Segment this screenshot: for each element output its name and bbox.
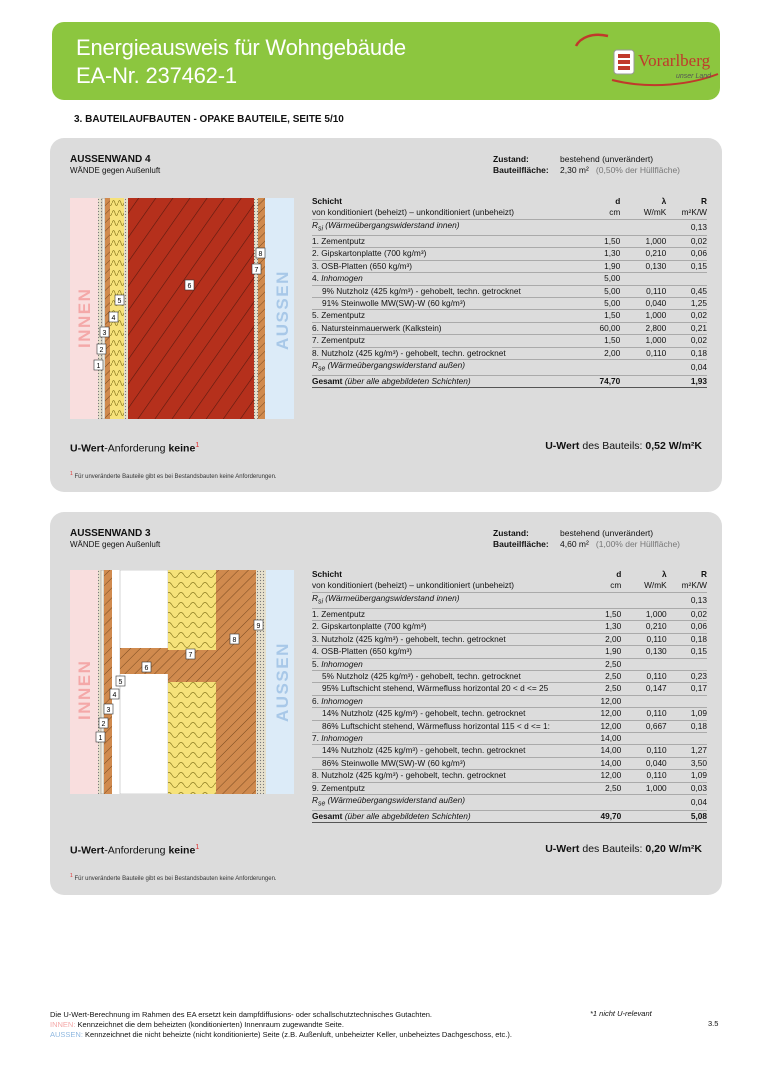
wall-card-aussenwand-4: AUSSENWAND 4 WÄNDE gegen Außenluft Zustand: bestehend (unverändert) Bauteilfläche: 2,30 m² (0,50% der Hüllfläche) INNEN AUSSEN 1 2 3 4 5 6 7 8 Schicht d λ R von konditioniert (beheizt) – unkonditioniert (unbeheizt) cm W/mK m²K/W $R_{si}$ (Wärmeübergangswiderstand innen) 0,13 1. Zementputz 1,50 1,000 0,02 2. Gipskartonplatte (700 kg/m³) 1,30 0,210 0,06 3. OSB-Platten (650 kg/m³) 1,90 0,130 0,15 4. Inhomogen 5,00 9% Nutzholz (425 kg/m³) - gehobelt, techn. getrocknet 5,00 0,110 0,45 91% Steinwolle MW(SW)-W (60 kg/m³) 5,00 0,040 1,25 5. Zementputz 1,50 1,000 0,02 6. Natursteinmauerwerk (Kalkstein) 60,00 2,800 0,21 7. Zementputz 1,50 1,000 0,02 8. Nutzholz (425 kg/m³) - gehobelt, techn. getrocknet 2,00 0,110 0,18 $R_{se}$ (Wärmeübergangswiderstand außen) 0,04 Gesamt (über alle abgebildeten Schichten) 74,70 1,93 U-Wert-Anforderung keine$^1$ U-Wert des Bauteils: 0,52 W/m²K $^1$ Für unveränderte Bauteile gibt es bei Bestandsbauten keine Anforderungen. [50,138,722,492]
table-row: 14% Nutzholz (425 kg/m³) - gehobelt, techn. getrocknet 14,00 0,110 1,27 [312,745,707,757]
innen-label: INNEN [75,287,94,348]
wall-name: AUSSENWAND 3 [70,528,151,539]
svg-text:4: 4 [111,315,116,322]
layer-table [312,569,707,823]
svg-text:5: 5 [117,298,122,305]
table-row: 5. Zementputz 1,50 1,000 0,02 [312,310,707,321]
table-header: Schicht d λ R [312,196,707,206]
table-row: 1. Zementputz 1,50 1,000 0,02 [312,608,707,619]
svg-text:3: 3 [106,707,111,714]
page-header [52,22,720,100]
svg-text:4: 4 [112,692,117,699]
table-row: $R_{se}$ (Wärmeübergangswiderstand außen) 0,04 [312,359,707,375]
table-row: 3. Nutzholz (425 kg/m³) - gehobelt, techn. getrocknet 2,00 0,110 0,18 [312,633,707,644]
u-value-requirement: U-Wert-Anforderung keine$^1$ [70,442,200,455]
table-row: 9% Nutzholz (425 kg/m³) - gehobelt, techn. getrocknet 5,00 0,110 0,45 [312,285,707,297]
table-row: 2. Gipskartonplatte (700 kg/m³) 1,30 0,210 0,06 [312,621,707,632]
table-row: 4. OSB-Platten (650 kg/m³) 1,90 0,130 0,15 [312,646,707,657]
table-row: 95% Luftschicht stehend, Wärmefluss horizontal 20 < d <= 25 2,50 0,147 0,17 [312,683,707,695]
wall-name: AUSSENWAND 4 [70,154,151,165]
table-row: 3. OSB-Platten (650 kg/m³) 1,90 0,130 0,15 [312,260,707,271]
aussen-label: AUSSEN [273,270,292,350]
footer-innen: INNEN: Kennzeichnet die dem beheizten (konditionierten) Innenraum zugewandte Seite. [50,1020,344,1029]
footer-not-relevant: *1 nicht U-relevant [590,1009,652,1018]
wall-type: WÄNDE gegen Außenluft [70,166,161,175]
svg-text:7: 7 [188,652,193,659]
table-subheader: von konditioniert (beheizt) – unkonditioniert (unbeheizt) cm W/mK m²K/W [312,580,707,591]
footer-aussen: AUSSEN: Kennzeichnet die nicht beheizte (nicht konditionierte) Seite (z.B. Außenluft, unbeheizter Keller, unbeheiztes Dachgeschoss, etc.). [50,1030,512,1039]
table-row: 2. Gipskartonplatte (700 kg/m³) 1,30 0,210 0,06 [312,248,707,259]
table-row: 86% Steinwolle MW(SW)-W (60 kg/m³) 14,00 0,040 3,50 [312,757,707,769]
footnote: $^1$ Für unveränderte Bauteile gibt es bei Bestandsbauten keine Anforderungen. [70,873,277,882]
table-row: 7. Inhomogen 14,00 [312,732,707,744]
section-title: 3. BAUTEILAUFBAUTEN - OPAKE BAUTEILE, SEITE 5/10 [74,114,344,125]
table-row: 5% Nutzholz (425 kg/m³) - gehobelt, techn. getrocknet 2,50 0,110 0,23 [312,670,707,682]
innen-label: INNEN [75,659,94,720]
table-row: 8. Nutzholz (425 kg/m³) - gehobelt, techn. getrocknet 2,00 0,110 0,18 [312,347,707,358]
table-row: 4. Inhomogen 5,00 [312,273,707,285]
svg-text:1: 1 [98,735,103,742]
svg-text:6: 6 [144,665,149,672]
table-row: $R_{si}$ (Wärmeübergangswiderstand innen) 0,13 [312,592,707,608]
svg-text:2: 2 [101,721,106,728]
wall-section-diagram [70,198,294,419]
svg-text:unser Land: unser Land [676,73,712,80]
table-row: 7. Zementputz 1,50 1,000 0,02 [312,335,707,346]
svg-text:8: 8 [258,251,263,258]
u-value-requirement: U-Wert-Anforderung keine$^1$ [70,844,200,857]
table-total: Gesamt (über alle abgebildeten Schichten) 49,70 5,08 [312,811,707,822]
table-row: 6. Natursteinmauerwerk (Kalkstein) 60,00 2,800 0,21 [312,322,707,333]
footer-disclaimer: Die U-Wert-Berechnung im Rahmen des EA ersetzt kein dampfdiffusions- oder schallschutztechnisches Gutachten. [50,1010,432,1019]
table-row: $R_{se}$ (Wärmeübergangswiderstand außen) 0,04 [312,794,707,810]
svg-text:7: 7 [254,267,259,274]
aussen-label: AUSSEN [273,642,292,722]
table-row: 14% Nutzholz (425 kg/m³) - gehobelt, techn. getrocknet 12,00 0,110 1,09 [312,708,707,720]
wall-type: WÄNDE gegen Außenluft [70,540,161,549]
document-title: Energieausweis für Wohngebäude [76,35,406,60]
svg-text:5: 5 [118,679,123,686]
table-header: Schicht d λ R [312,569,707,579]
table-row: 1. Zementputz 1,50 1,000 0,02 [312,235,707,246]
svg-text:2: 2 [99,347,104,354]
table-row: 5. Inhomogen 2,50 [312,658,707,670]
table-row: $R_{si}$ (Wärmeübergangswiderstand innen) 0,13 [312,219,707,235]
table-total: Gesamt (über alle abgebildeten Schichten) 74,70 1,93 [312,376,707,386]
table-row: 9. Zementputz 2,50 1,000 0,03 [312,782,707,793]
footnote: $^1$ Für unveränderte Bauteile gibt es bei Bestandsbauten keine Anforderungen. [70,471,277,480]
wall-section-diagram [70,570,294,794]
table-row: 86% Luftschicht stehend, Wärmefluss horizontal 115 < d <= 1: 12,00 0,667 0,18 [312,720,707,732]
wall-card-aussenwand-3: AUSSENWAND 3 WÄNDE gegen Außenluft Zustand: bestehend (unverändert) Bauteilfläche: 4,60 m² (1,00% der Hüllfläche) INNEN AUSSEN 1 2 3 4 5 6 7 8 9 Schicht d λ R von konditioniert (beheizt) – unkonditioniert (unbeheizt) cm W/mK m²K/W $R_{si}$ (Wärmeübergangswiderstand innen) 0,13 1. Zementputz 1,50 1,000 0,02 2. Gipskartonplatte (700 kg/m³) 1,30 0,210 0,06 3. Nutzholz (425 kg/m³) - gehobelt, techn. getrocknet 2,00 0,110 0,18 4. OSB-Platten (650 kg/m³) 1,90 0,130 0,15 5. Inhomogen 2,50 5% Nutzholz (425 kg/m³) - gehobelt, techn. getrocknet 2,50 0,110 0,23 95% Luftschicht stehend, Wärmefluss horizontal 20 < d <= 25 2,50 0,147 0,17 6. Inhomogen 12,00 14% Nutzholz (425 kg/m³) - gehobelt, techn. getrocknet 12,00 0,110 1,09 86% Luftschicht stehend, Wärmefluss horizontal 115 < d <= 1: 12,00 0,667 0,18 7. Inhomogen 14,00 14% Nutzholz (425 kg/m³) - gehobelt, techn. getrocknet 14,00 0,110 1,27 86% Steinwolle MW(SW)-W (60 kg/m³) 14,00 0,040 3,50 8. Nutzholz (425 kg/m³) - gehobelt, techn. getrocknet 12,00 0,110 1,09 9. Zementputz 2,50 1,000 0,03 $R_{se}$ (Wärmeübergangswiderstand außen) 0,04 Gesamt (über alle abgebildeten Schichten) 49,70 5,08 U-Wert-Anforderung keine$^1$ U-Wert des Bauteils: 0,20 W/m²K $^1$ Für unveränderte Bauteile gibt es bei Bestandsbauten keine Anforderungen. [50,512,722,895]
table-row: 91% Steinwolle MW(SW)-W (60 kg/m³) 5,00 0,040 1,25 [312,297,707,309]
u-value-component: U-Wert des Bauteils: 0,20 W/m²K [545,843,702,855]
svg-text:Vorarlberg: Vorarlberg [638,51,711,70]
u-value-component: U-Wert des Bauteils: 0,52 W/m²K [545,440,702,452]
table-subheader: von konditioniert (beheizt) – unkonditioniert (unbeheizt) cm W/mK m²K/W [312,207,707,218]
svg-text:3: 3 [102,330,107,337]
vorarlberg-logo [572,30,720,92]
svg-text:9: 9 [256,623,261,630]
table-row: 8. Nutzholz (425 kg/m³) - gehobelt, techn. getrocknet 12,00 0,110 1,09 [312,770,707,781]
svg-text:6: 6 [187,283,192,290]
table-row: 6. Inhomogen 12,00 [312,695,707,707]
document-number: EA-Nr. 237462-1 [76,63,237,88]
svg-text:8: 8 [232,637,237,644]
page-number: 3.5 [708,1019,719,1028]
svg-text:1: 1 [96,363,101,370]
layer-table [312,196,707,388]
